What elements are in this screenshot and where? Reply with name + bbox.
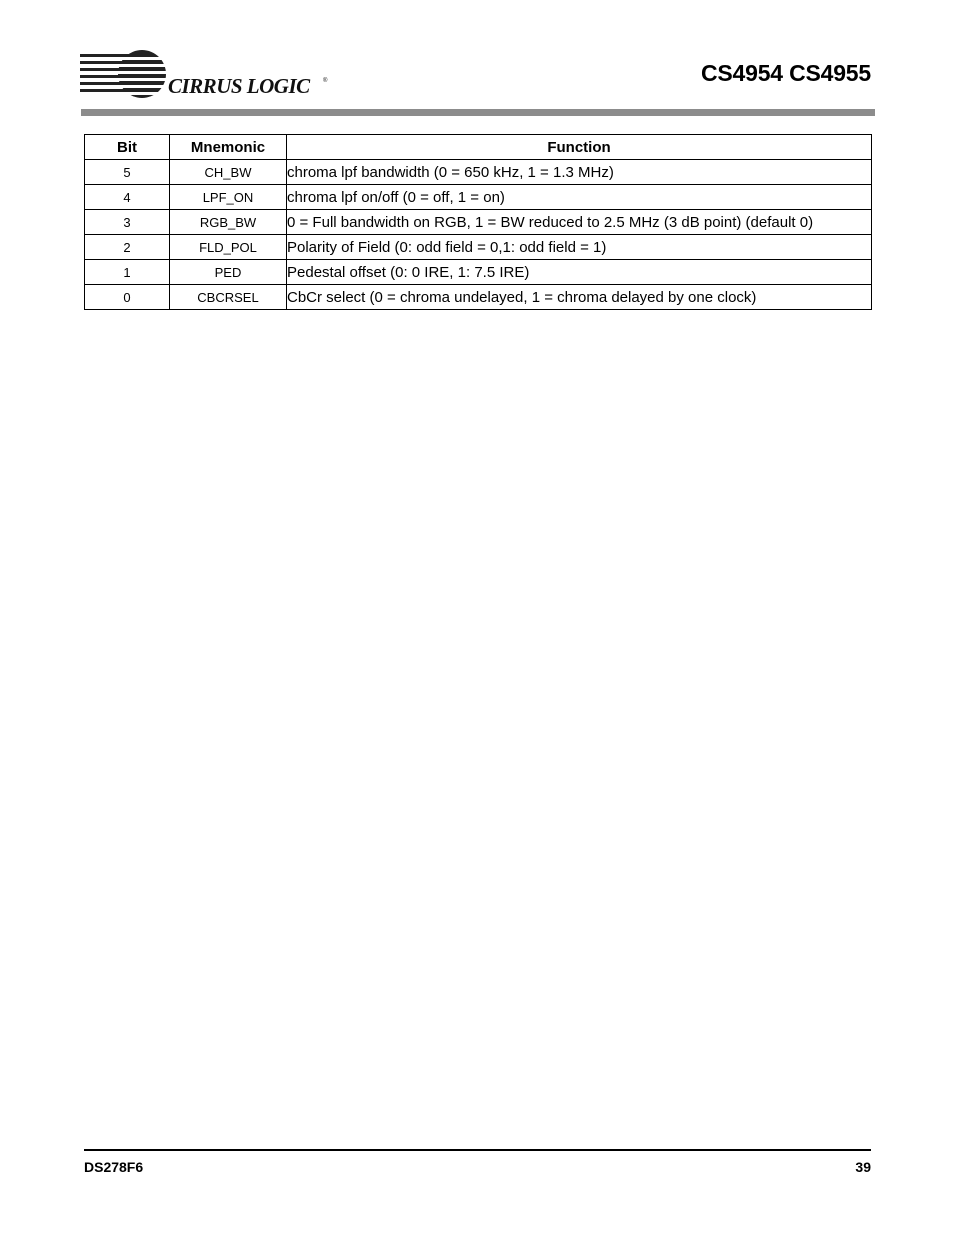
table-row [85, 285, 872, 310]
cell-bit: 5 [85, 160, 170, 185]
table-row [85, 210, 872, 235]
cell-function: Pedestal offset (0: 0 IRE, 1: 7.5 IRE) [287, 260, 872, 285]
cell-bit: 2 [85, 235, 170, 260]
cell-mnemonic: CH_BW [170, 160, 287, 185]
cell-bit: 0 [85, 285, 170, 310]
header-divider [81, 109, 875, 116]
cell-function: CbCr select (0 = chroma undelayed, 1 = chroma delayed by one clock) [287, 285, 872, 310]
cell-mnemonic: FLD_POL [170, 235, 287, 260]
cell-mnemonic: RGB_BW [170, 210, 287, 235]
cell-function: 0 = Full bandwidth on RGB, 1 = BW reduced to 2.5 MHz (3 dB point) (default 0) [287, 210, 872, 235]
company-logo [80, 48, 330, 104]
logo-text: CIRRUS LOGIC [168, 74, 310, 98]
cell-mnemonic: CBCRSEL [170, 285, 287, 310]
cell-bit: 4 [85, 185, 170, 210]
table-row [85, 260, 872, 285]
document-title: CS4954 CS4955 [700, 60, 871, 86]
column-header-bit: Bit [85, 135, 170, 160]
cell-bit: 3 [85, 210, 170, 235]
column-header-function: Function [287, 135, 872, 160]
column-header-mnemonic: Mnemonic [170, 135, 287, 160]
cell-function: chroma lpf on/off (0 = off, 1 = on) [287, 185, 872, 210]
cell-mnemonic: LPF_ON [170, 185, 287, 210]
document-id: DS278F6 [84, 1159, 144, 1175]
table-row [85, 185, 872, 210]
cell-function: chroma lpf bandwidth (0 = 650 kHz, 1 = 1.3 MHz) [287, 160, 872, 185]
table-row [85, 235, 872, 260]
cell-function: Polarity of Field (0: odd field = 0,1: odd field = 1) [287, 235, 872, 260]
table-row [85, 160, 872, 185]
cell-bit: 1 [85, 260, 170, 285]
page-number: 39 [855, 1159, 871, 1175]
cell-mnemonic: PED [170, 260, 287, 285]
table-header-row [85, 135, 872, 160]
registered-mark: ® [323, 78, 328, 84]
register-bit-table [84, 134, 872, 310]
footer-divider [84, 1149, 871, 1151]
